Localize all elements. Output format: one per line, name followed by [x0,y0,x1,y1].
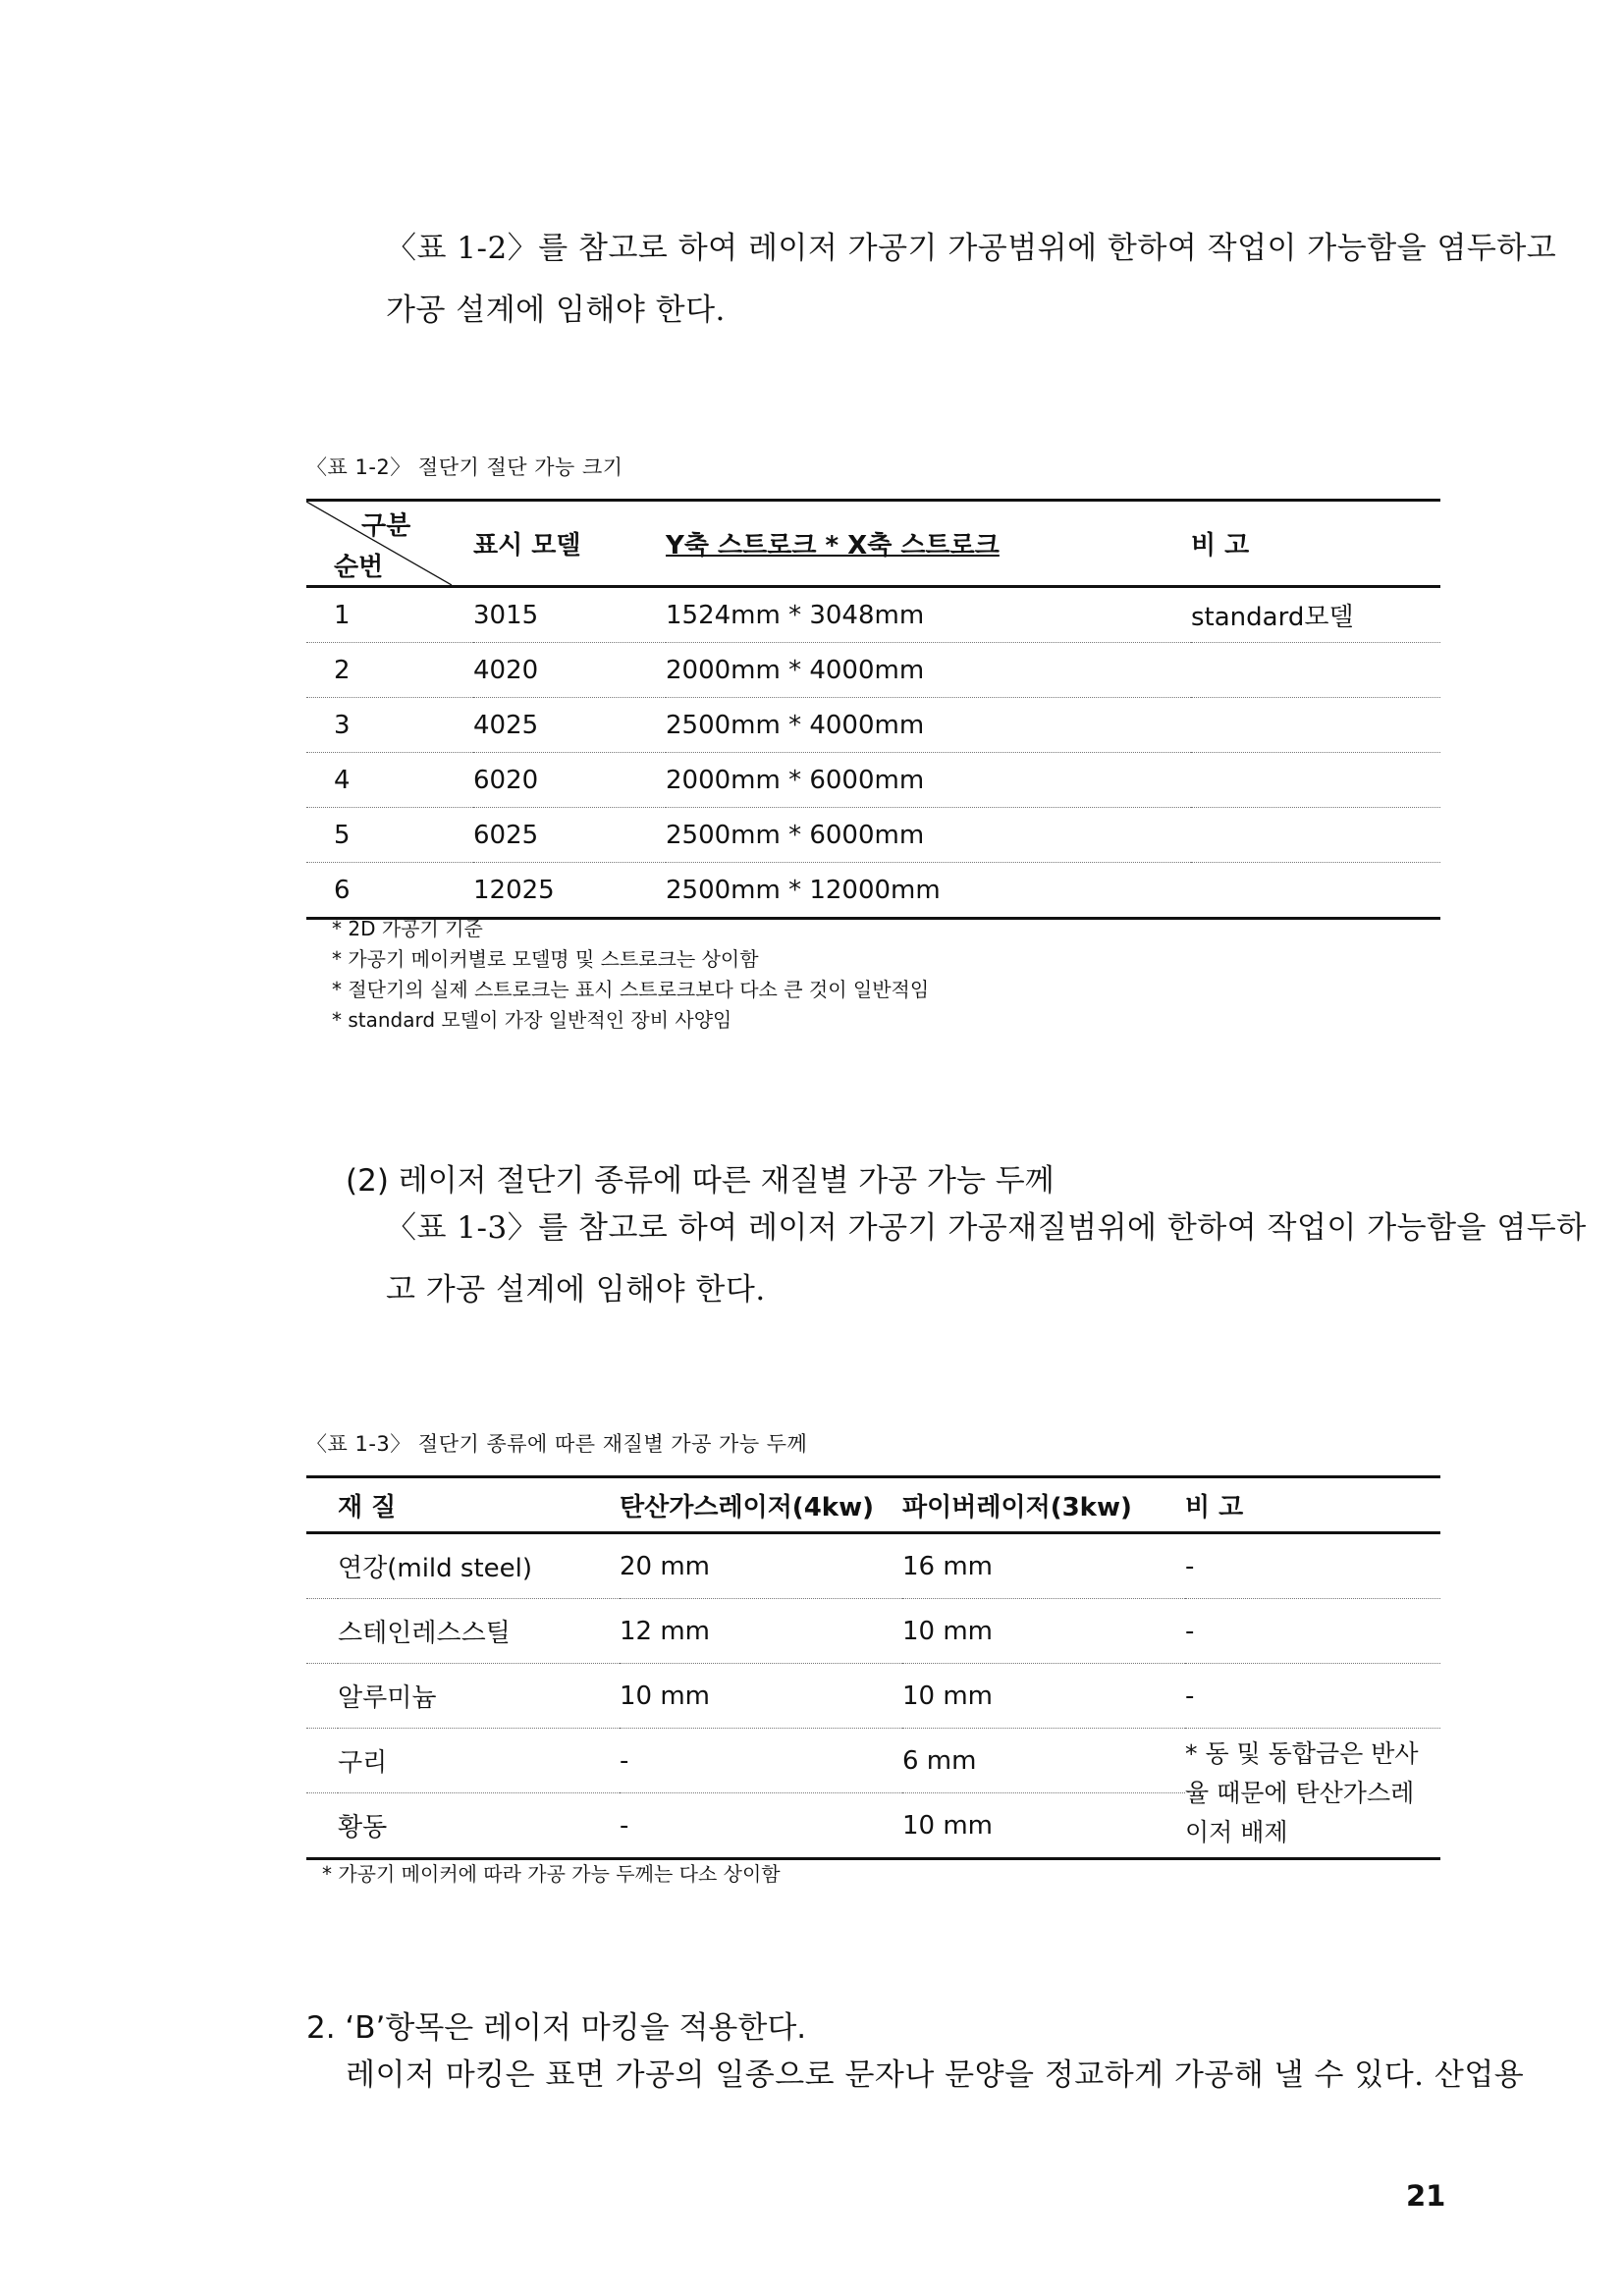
table1-header-stroke: Y축 스트로크 * X축 스트로크 [666,501,1191,587]
spacer [306,1599,338,1664]
cell-material: 알루미늄 [338,1664,620,1729]
merged-note-text: * 동 및 동합금은 반사율 때문에 탄산가스레이저 배제 [1185,1738,1419,1846]
cell-material: 연강(mild steel) [338,1533,620,1599]
cell-co2: - [620,1729,902,1793]
table2-header-material: 재 질 [338,1477,620,1533]
table2 [306,1475,1440,1860]
cell-model: 12025 [473,863,666,919]
cell-no: 1 [306,587,473,643]
cell-no: 4 [306,753,473,808]
table-row [306,863,1440,919]
spacer [306,1793,338,1859]
table-row [306,1664,1440,1729]
table-row [306,1599,1440,1664]
cell-stroke: 2000mm * 6000mm [666,753,1191,808]
table1-note: * 가공기 메이커별로 모델명 및 스트로크는 상이함 [332,947,759,971]
table1-corner-cell [306,501,473,587]
table1-corner-top: 구분 [361,511,411,541]
table2-note: * 가공기 메이커에 따라 가공 가능 두께는 다소 상이함 [322,1862,781,1886]
table-row [306,643,1440,698]
cell-stroke: 1524mm * 3048mm [666,587,1191,643]
section2-heading: (2) 레이저 절단기 종류에 따른 재질별 가공 가능 두께 [346,1163,1055,1199]
table2-header-co2: 탄산가스레이저(4kw) [620,1477,902,1533]
cell-model: 6020 [473,753,666,808]
cell-remark: - [1185,1664,1440,1729]
table-row [306,1533,1440,1599]
cell-co2: 10 mm [620,1664,902,1729]
cell-fiber: 10 mm [902,1664,1185,1729]
table-row [306,698,1440,753]
cell-merged-remark [1185,1729,1440,1859]
section2-line-2: 고 가공 설계에 임해야 한다. [386,1272,766,1308]
table2-header-remark: 비 고 [1185,1477,1440,1533]
cell-co2: 12 mm [620,1599,902,1664]
cell-fiber: 10 mm [902,1793,1185,1859]
cell-material: 스테인레스스틸 [338,1599,620,1664]
cell-fiber: 6 mm [902,1729,1185,1793]
cell-fiber: 10 mm [902,1599,1185,1664]
cell-co2: - [620,1793,902,1859]
spacer [306,1477,338,1533]
cell-remark [1191,808,1440,863]
cell-remark [1191,863,1440,919]
cell-material: 황동 [338,1793,620,1859]
cell-stroke: 2500mm * 4000mm [666,698,1191,753]
cell-model: 6025 [473,808,666,863]
table1-corner-bottom: 순번 [334,553,384,582]
cell-model: 3015 [473,587,666,643]
cell-fiber: 16 mm [902,1533,1185,1599]
spacer [306,1729,338,1793]
table2-caption: 〈표 1-3〉 절단기 종류에 따른 재질별 가공 가능 두께 [306,1432,808,1456]
table1-note: * 2D 가공기 기준 [332,917,483,940]
cell-stroke: 2500mm * 12000mm [666,863,1191,919]
table1-caption: 〈표 1-2〉 절단기 절단 가능 크기 [306,455,623,479]
table1-header-model: 표시 모델 [473,501,666,587]
table-row [306,587,1440,643]
cell-material: 구리 [338,1729,620,1793]
cell-remark [1191,698,1440,753]
section2-line-1: 〈표 1-3〉를 참고로 하여 레이저 가공기 가공재질범위에 한하여 작업이 가능함을 염두하 [386,1210,1587,1246]
table-row [306,1729,1440,1793]
cell-remark: - [1185,1599,1440,1664]
cell-no: 6 [306,863,473,919]
section3-heading: 2. ‘B’항목은 레이저 마킹을 적용한다. [306,2010,807,2046]
cell-stroke: 2000mm * 4000mm [666,643,1191,698]
table1-note: * 절단기의 실제 스트로크는 표시 스트로크보다 다소 큰 것이 일반적임 [332,978,930,1001]
cell-no: 2 [306,643,473,698]
cell-no: 5 [306,808,473,863]
table-row [306,753,1440,808]
table2-header-fiber: 파이버레이저(3kw) [902,1477,1185,1533]
spacer [306,1533,338,1599]
page-number: 21 [1406,2179,1446,2213]
cell-remark [1191,753,1440,808]
cell-model: 4025 [473,698,666,753]
intro-line-1: 〈표 1-2〉를 참고로 하여 레이저 가공기 가공범위에 한하여 작업이 가능함을 염두하고 [386,231,1557,266]
table1 [306,499,1440,920]
cell-remark [1191,643,1440,698]
table1-header-row [306,501,1440,587]
table2-header-row [306,1477,1440,1533]
spacer [306,1664,338,1729]
cell-stroke: 2500mm * 6000mm [666,808,1191,863]
section3-line-1: 레이저 마킹은 표면 가공의 일종으로 문자나 문양을 정교하게 가공해 낼 수 있다. 산업용 [346,2057,1525,2093]
cell-remark: standard모델 [1191,587,1440,643]
cell-model: 4020 [473,643,666,698]
table1-header-remark: 비 고 [1191,501,1440,587]
table1-note: * standard 모델이 가장 일반적인 장비 사양임 [332,1008,732,1032]
cell-co2: 20 mm [620,1533,902,1599]
cell-remark: - [1185,1533,1440,1599]
table1-notes [332,914,929,1036]
table-row [306,808,1440,863]
intro-line-2: 가공 설계에 임해야 한다. [386,293,726,328]
cell-no: 3 [306,698,473,753]
